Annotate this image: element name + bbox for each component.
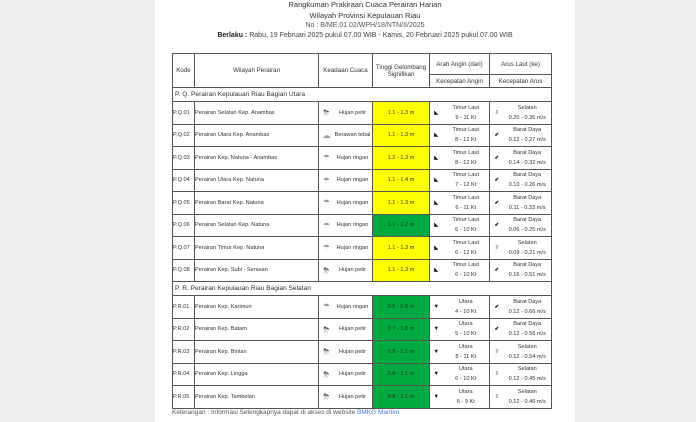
table-row	[173, 169, 552, 192]
weather-label: Hujan ringan	[336, 177, 369, 183]
row-wind	[443, 363, 490, 386]
current-arrow-cell	[490, 124, 504, 147]
row-weather	[319, 296, 373, 319]
wind-arrow-cell	[430, 237, 443, 260]
row-code: P.R.03	[173, 341, 195, 364]
row-area: Perairan Kep. Bintan	[195, 341, 319, 364]
row-current	[504, 147, 552, 170]
wind-direction: Utara	[458, 298, 473, 305]
current-direction-icon: ⬋	[494, 154, 500, 161]
rain-icon: ☂	[322, 302, 331, 311]
wind-direction-icon: ◣	[434, 109, 439, 116]
row-weather	[319, 386, 373, 409]
table-row	[173, 214, 552, 237]
weather-label: Hujan ringan	[336, 244, 369, 251]
forecast-table	[172, 53, 552, 409]
current-arrow-cell	[490, 147, 504, 170]
row-current	[504, 124, 552, 147]
current-direction-icon: ⬋	[494, 303, 500, 310]
weather-label: Hujan ringan	[336, 222, 369, 228]
weather-label: Hujan ringan	[336, 199, 369, 206]
wind-direction-icon: ▼	[433, 348, 440, 355]
row-area: Perairan Selatan Kep. Anambas	[195, 102, 319, 125]
row-wind	[443, 147, 490, 170]
wind-speed: 7 - 12 Kt	[455, 182, 477, 189]
current-arrow-cell	[490, 192, 504, 215]
row-current	[504, 214, 552, 237]
wind-direction-icon: ▼	[433, 371, 440, 378]
wind-arrow-cell	[430, 386, 443, 409]
weather-label: Hujan petir	[338, 348, 367, 355]
rain-icon: ☂	[322, 243, 331, 252]
wind-direction: Timur Laut	[452, 104, 480, 111]
wind-arrow-cell	[430, 363, 443, 386]
current-direction: Barat Daya	[513, 127, 542, 134]
rain-icon: ☂	[322, 175, 331, 185]
row-wind	[443, 318, 490, 341]
current-direction: Selatan	[517, 239, 537, 246]
current-direction-icon: ⬋	[494, 267, 500, 274]
wind-speed: 8 - 12 Kt	[455, 137, 477, 144]
wind-speed: 8 - 11 Kt	[455, 353, 477, 360]
wind-arrow-cell	[430, 341, 443, 364]
row-area: Perairan Kep. Subi - Serasan	[195, 259, 319, 282]
current-speed: 0.09 - 0.21 m/s	[508, 249, 546, 256]
row-weather	[319, 318, 373, 341]
row-code: P.R.02	[173, 318, 195, 341]
current-direction-icon: ⬋	[494, 132, 500, 139]
row-area: Perairan Selatan Kep. Natuna	[195, 214, 319, 237]
weather-label: Hujan petir	[338, 267, 367, 273]
section-row	[173, 88, 552, 102]
row-area: Perairan Utara Kep. Anambas	[195, 124, 319, 147]
row-current	[504, 192, 552, 215]
current-direction-icon: ⇩	[494, 244, 500, 251]
row-wind	[443, 341, 490, 364]
wind-direction-icon: ◣	[434, 244, 439, 251]
row-weather	[319, 259, 373, 282]
row-code: P.R.01	[173, 296, 195, 319]
wind-direction: Utara	[458, 343, 473, 350]
current-speed: 0.12 - 0.66 m/s	[508, 308, 546, 315]
row-wave-height: 1.1 - 1.2 m	[373, 214, 430, 237]
current-speed: 0.12 - 0.46 m/s	[508, 398, 546, 405]
row-wave-height: 1.1 - 1.4 m	[373, 169, 430, 192]
current-arrow-cell	[490, 259, 504, 282]
document-region: Wilayah Provinsi Kepulauan Riau	[309, 11, 421, 20]
current-arrow-cell	[490, 296, 504, 319]
wind-speed: 5 - 10 Kt	[455, 331, 477, 338]
wind-direction: Timur Laut	[452, 217, 480, 224]
thunderstorm-icon: ⛈	[323, 108, 330, 117]
weather-label: Hujan ringan	[336, 303, 369, 310]
current-speed: 0.12 - 0.56 m/s	[508, 331, 546, 338]
row-area: Perairan Kep. Karimun	[195, 296, 319, 319]
wind-arrow-cell	[430, 102, 443, 125]
table-row	[173, 147, 552, 170]
col-tinggi: Tinggi Gelombang Signifikan	[373, 54, 430, 88]
row-wave-height: 1.1 - 1.3 m	[373, 102, 430, 125]
row-wave-height: 1.2 - 1.3 m	[373, 147, 430, 170]
row-current	[504, 237, 552, 260]
col-kec-angin: Kecepatan Angin	[430, 75, 490, 88]
wind-direction-icon: ◣	[434, 199, 439, 206]
thunderstorm-icon: ⛈	[323, 324, 330, 334]
row-area: Perairan Kep. Tambelan	[195, 386, 319, 409]
row-weather	[319, 214, 373, 237]
row-wind	[443, 386, 490, 409]
wind-direction-icon: ◣	[434, 132, 439, 139]
row-weather	[319, 124, 373, 147]
wind-direction-icon: ◣	[434, 267, 439, 274]
wind-direction: Timur Laut	[452, 194, 480, 201]
wind-direction: Timur Laut	[452, 127, 480, 134]
wind-direction: Utara	[458, 388, 473, 395]
row-wind	[443, 169, 490, 192]
cloud-icon: ☁	[322, 130, 331, 140]
wind-arrow-cell	[430, 147, 443, 170]
row-wind	[443, 102, 490, 125]
wind-speed: 8 - 12 Kt	[455, 159, 477, 166]
rain-icon: ☂	[322, 220, 331, 230]
wind-arrow-cell	[430, 318, 443, 341]
row-wind	[443, 214, 490, 237]
rain-icon: ☂	[322, 198, 331, 207]
row-area: Perairan Barat Kep. Natuna	[195, 192, 319, 215]
col-wilayah: Wilayah Perairan	[195, 54, 319, 88]
col-kode: Kode	[173, 54, 195, 88]
current-speed: 0.12 - 0.45 m/s	[508, 376, 546, 383]
weather-label: Hujan petir	[338, 393, 367, 400]
row-wind	[443, 192, 490, 215]
current-direction-icon: ⬋	[494, 199, 500, 206]
current-direction: Barat Daya	[513, 149, 542, 156]
current-direction: Barat Daya	[513, 217, 542, 224]
bmkg-maritim-link[interactable]: BMKG Maritim	[357, 409, 400, 416]
document-number: No : B/ME.01.02/WPH/18/NTN/II/2025	[305, 22, 425, 29]
row-code: P.R.04	[173, 363, 195, 386]
thunderstorm-icon: ⛈	[323, 392, 330, 401]
wind-direction: Utara	[458, 321, 473, 328]
row-code: P.Q.07	[173, 237, 195, 260]
row-current	[504, 102, 552, 125]
wind-direction: Utara	[458, 366, 473, 373]
thunderstorm-icon: ⛈	[323, 265, 330, 275]
wind-arrow-cell	[430, 296, 443, 319]
current-direction: Barat Daya	[513, 194, 542, 201]
row-area: Perairan Kep. Natuna - Anambas	[195, 147, 319, 170]
wind-speed: 6 - 11 Kt	[455, 204, 477, 211]
row-code: P.R.05	[173, 386, 195, 409]
current-direction-icon: ⇩	[494, 371, 500, 378]
col-arus: Arus Laut (ke)	[490, 54, 552, 75]
table-row	[173, 192, 552, 215]
current-direction-icon: ⬋	[494, 222, 500, 229]
wind-speed: 6 - 10 Kt	[455, 376, 477, 383]
document-title: Rangkuman Prakiraan Cuaca Perairan Harian	[288, 0, 442, 9]
current-speed: 0.10 - 0.26 m/s	[508, 182, 546, 189]
weather-label: Hujan petir	[338, 326, 367, 332]
table-row	[173, 363, 552, 386]
row-area: Perairan Timur Kep. Natuna	[195, 237, 319, 260]
wind-speed: 6 - 10 Kt	[455, 227, 477, 234]
validity-text: Rabu, 19 Februari 2025 pukul 07.00 WIB - Kamis, 20 Februari 2025 pukul 07.00 WIB	[249, 32, 513, 39]
current-direction: Selatan	[517, 343, 537, 350]
wind-direction: Timur Laut	[452, 239, 480, 246]
wind-arrow-cell	[430, 169, 443, 192]
wind-direction: Timur Laut	[452, 172, 480, 179]
current-arrow-cell	[490, 318, 504, 341]
wind-direction-icon: ▼	[433, 303, 440, 310]
wind-speed: 6 - 9 Kt	[456, 398, 475, 405]
wind-arrow-cell	[430, 192, 443, 215]
current-speed: 0.11 - 0.33 m/s	[508, 204, 546, 211]
current-arrow-cell	[490, 386, 504, 409]
row-code: P.Q.05	[173, 192, 195, 215]
table-row	[173, 124, 552, 147]
row-wind	[443, 124, 490, 147]
col-kec-arus: Kecepatan Arus	[490, 75, 552, 88]
row-wave-height: 1.1 - 1.3 m	[373, 124, 430, 147]
wind-direction-icon: ◣	[434, 222, 439, 229]
current-direction-icon: ⇩	[494, 109, 500, 116]
current-arrow-cell	[490, 237, 504, 260]
current-direction: Selatan	[517, 366, 537, 373]
table-row	[173, 237, 552, 260]
row-wave-height: 1.1 - 1.3 m	[373, 192, 430, 215]
row-weather	[319, 363, 373, 386]
col-angin: Arah Angin (dari)	[430, 54, 490, 75]
table-row	[173, 318, 552, 341]
row-wind	[443, 296, 490, 319]
current-direction-icon: ⇩	[494, 393, 500, 400]
row-weather	[319, 147, 373, 170]
current-speed: 0.06 - 0.25 m/s	[508, 227, 546, 234]
row-weather	[319, 192, 373, 215]
wind-speed: 6 - 12 Kt	[455, 249, 477, 256]
rain-icon: ☂	[322, 153, 331, 162]
row-code: P.Q.01	[173, 102, 195, 125]
weather-label: Hujan ringan	[336, 154, 369, 161]
table-row	[173, 259, 552, 282]
row-wave-height: 1.1 - 1.3 m	[373, 259, 430, 282]
footer-note	[172, 409, 399, 416]
thunderstorm-icon: ⛈	[323, 369, 330, 379]
table-row	[173, 296, 552, 319]
current-direction-icon: ⬋	[494, 177, 500, 184]
row-code: P.Q.08	[173, 259, 195, 282]
wind-speed: 9 - 11 Kt	[455, 114, 477, 121]
row-wave-height: 0.7 - 1.0 m	[373, 318, 430, 341]
thunderstorm-icon: ⛈	[323, 347, 330, 356]
current-speed: 0.16 - 0.51 m/s	[508, 272, 546, 279]
wind-direction-icon: ◣	[434, 154, 439, 161]
row-wind	[443, 237, 490, 260]
table-row	[173, 386, 552, 409]
current-direction: Selatan	[517, 388, 537, 395]
table-row	[173, 341, 552, 364]
wind-direction: Timur Laut	[452, 149, 480, 156]
row-area: Perairan Utara Kep. Natuna	[195, 169, 319, 192]
weather-label: Hujan petir	[338, 371, 367, 377]
current-arrow-cell	[490, 169, 504, 192]
row-weather	[319, 102, 373, 125]
current-direction: Barat Daya	[513, 172, 542, 179]
row-wave-height: 0.8 - 1.1 m	[373, 363, 430, 386]
current-speed: 0.12 - 0.54 m/s	[508, 353, 546, 360]
footer-text: Keterangan : Informasi Selengkapnya dapat di akses di website	[172, 409, 356, 416]
section-title: P. R. Perairan Kepulauan Riau Bagian Selatan	[173, 282, 552, 296]
current-arrow-cell	[490, 363, 504, 386]
row-current	[504, 259, 552, 282]
weather-label: Berawan tebal	[334, 132, 371, 138]
row-area: Perairan Kep. Batam	[195, 318, 319, 341]
current-direction: Selatan	[517, 104, 537, 111]
current-arrow-cell	[490, 341, 504, 364]
wind-arrow-cell	[430, 259, 443, 282]
current-arrow-cell	[490, 102, 504, 125]
row-weather	[319, 169, 373, 192]
validity-label: Berlaku :	[217, 32, 248, 39]
wind-direction-icon: ▼	[433, 393, 440, 400]
section-title: P. Q. Perairan Kepulauan Riau Bagian Utara	[173, 88, 552, 102]
current-direction: Barat Daya	[513, 321, 542, 328]
current-speed: 0.20 - 0.36 m/s	[508, 114, 546, 121]
row-wave-height: 1.1 - 1.3 m	[373, 237, 430, 260]
wind-direction: Timur Laut	[452, 262, 480, 269]
row-current	[504, 318, 552, 341]
forecast-body	[173, 88, 552, 409]
col-keadaan: Keadaan Cuaca	[319, 54, 373, 88]
wind-speed: 4 - 10 Kt	[455, 308, 477, 315]
row-wave-height: 0.9 - 1.1 m	[373, 341, 430, 364]
current-direction: Barat Daya	[513, 262, 542, 269]
row-current	[504, 363, 552, 386]
table-row	[173, 102, 552, 125]
current-direction-icon: ⇩	[494, 348, 500, 355]
wind-arrow-cell	[430, 124, 443, 147]
row-current	[504, 341, 552, 364]
row-wave-height: 0.8 - 1.1 m	[373, 386, 430, 409]
row-current	[504, 386, 552, 409]
row-code: P.Q.02	[173, 124, 195, 147]
current-arrow-cell	[490, 214, 504, 237]
row-weather	[319, 341, 373, 364]
wind-direction-icon: ◣	[434, 177, 439, 184]
current-direction: Barat Daya	[513, 298, 542, 305]
wind-direction-icon: ▼	[433, 326, 440, 333]
current-speed: 0.14 - 0.32 m/s	[508, 159, 546, 166]
weather-label: Hujan petir	[338, 109, 367, 116]
row-code: P.Q.06	[173, 214, 195, 237]
validity-line	[155, 32, 575, 39]
wind-speed: 6 - 10 Kt	[455, 272, 477, 279]
row-area: Perairan Kep. Lingga	[195, 363, 319, 386]
row-code: P.Q.03	[173, 147, 195, 170]
row-code: P.Q.04	[173, 169, 195, 192]
row-current	[504, 296, 552, 319]
current-speed: 0.12 - 0.27 m/s	[508, 137, 546, 144]
forecast-document	[155, 0, 575, 422]
row-weather	[319, 237, 373, 260]
row-wind	[443, 259, 490, 282]
wind-arrow-cell	[430, 214, 443, 237]
current-direction-icon: ⬋	[494, 326, 500, 333]
row-wave-height: 0.5 - 0.8 m	[373, 296, 430, 319]
row-current	[504, 169, 552, 192]
section-row	[173, 282, 552, 296]
